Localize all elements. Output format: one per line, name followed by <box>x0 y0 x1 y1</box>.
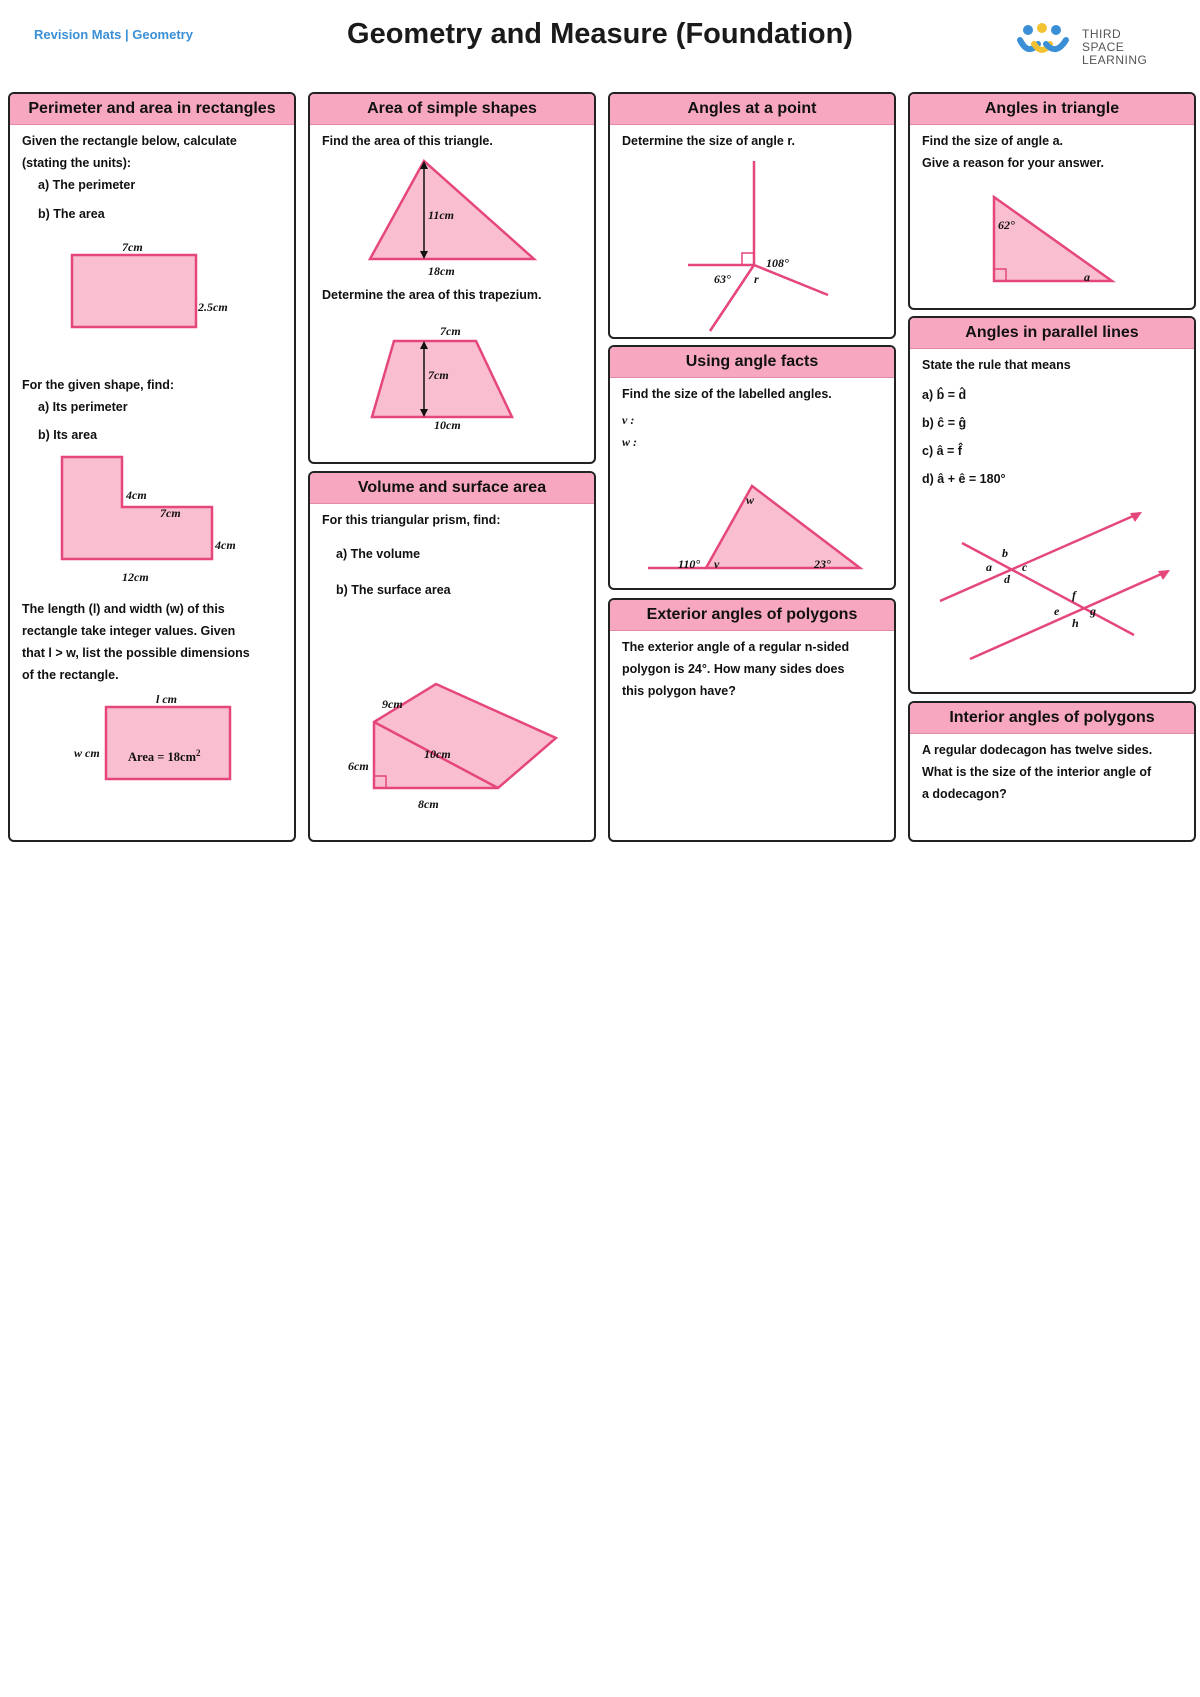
question: Determine the size of angle r. <box>622 134 795 148</box>
angle-w-label: w <box>746 493 755 507</box>
l-shape <box>62 457 212 559</box>
angle-a-label: a <box>1084 270 1090 284</box>
angle-a-label: a <box>986 560 992 574</box>
card-exterior-angles <box>608 598 896 842</box>
logo-line-2: LEARNING <box>1082 53 1148 67</box>
angle-108-label: 108° <box>766 256 789 270</box>
parallel-lines-diagram <box>910 509 1196 669</box>
card-interior-angles <box>908 701 1196 842</box>
q1: Find the area of this triangle. <box>322 134 493 148</box>
card-area-simple-shapes <box>308 92 596 464</box>
part-b: b) The surface area <box>336 583 451 597</box>
r3-left-label: w cm <box>74 746 100 760</box>
angle-g-label: g <box>1090 604 1096 618</box>
line-2: Give a reason for your answer. <box>922 156 1105 170</box>
angle-63-label: 63° <box>714 272 731 286</box>
intro: State the rule that means <box>922 358 1071 372</box>
answer-v: v : <box>622 413 635 427</box>
card-body <box>910 734 1194 842</box>
q1-line1: Given the rectangle below, calculate <box>22 134 237 148</box>
rectangle-diagram <box>10 235 296 335</box>
q3-line4: of the rectangle. <box>22 668 119 682</box>
triangle-shape <box>706 486 860 568</box>
tri-base-label: 18cm <box>428 264 455 278</box>
l-bottom-label: 12cm <box>122 570 149 584</box>
rectangle-shape <box>72 255 196 327</box>
line-3: a dodecagon? <box>922 787 1007 801</box>
angle-h-label: h <box>1072 616 1079 630</box>
card-title: Interior angles of polygons <box>910 703 1194 734</box>
prism-9-label: 9cm <box>382 697 403 711</box>
card-angles-at-point <box>608 92 896 339</box>
angle-v-label: v <box>714 557 720 571</box>
prism-10-label: 10cm <box>424 747 451 761</box>
card-title: Exterior angles of polygons <box>610 600 894 631</box>
r3-area-sup: 2 <box>195 748 201 758</box>
r3-top-label: l cm <box>156 692 177 706</box>
rect-height-label: 2.5cm <box>198 300 228 314</box>
line-1: A regular dodecagon has twelve sides. <box>922 743 1153 757</box>
intro: For this triangular prism, find: <box>322 513 501 527</box>
line-1: Find the size of angle a. <box>922 134 1063 148</box>
card-using-angle-facts <box>608 345 896 590</box>
logo-line-1: THIRD SPACE <box>1082 27 1125 54</box>
card-title: Using angle facts <box>610 347 894 378</box>
line-3: this polygon have? <box>622 684 736 698</box>
tri-height-label: 11cm <box>428 208 454 222</box>
angle-d-label: d <box>1004 572 1010 586</box>
page-title: Geometry and Measure (Foundation) <box>347 18 853 50</box>
card-title: Perimeter and area in rectangles <box>10 94 294 125</box>
card-body <box>310 504 594 842</box>
l-right-label: 4cm <box>215 538 236 552</box>
card-angles-triangle <box>908 92 1196 310</box>
right-triangle-shape <box>994 197 1112 281</box>
q1-a: a) The perimeter <box>38 178 136 192</box>
angle-e-label: e <box>1054 604 1060 618</box>
angle-62-label: 62° <box>998 218 1015 232</box>
r3-area-label <box>128 743 200 768</box>
logo <box>1016 22 1166 67</box>
answer-w: w : <box>622 435 637 449</box>
card-title: Angles at a point <box>610 94 894 125</box>
rectangle-area-diagram <box>10 695 296 785</box>
card-body <box>610 125 894 339</box>
card-body <box>610 631 894 842</box>
card-body <box>10 125 294 837</box>
trap-height-label: 7cm <box>428 368 449 382</box>
logo-mark-icon <box>1016 22 1078 62</box>
rule-c: c) â = f̂ <box>922 444 962 458</box>
card-body <box>910 349 1194 694</box>
line-2: What is the size of the interior angle of <box>922 765 1152 779</box>
q3-line1: The length (l) and width (w) of this <box>22 602 225 616</box>
part-a: a) The volume <box>336 547 421 561</box>
trap-bottom-label: 10cm <box>434 418 461 432</box>
question: Find the size of the labelled angles. <box>622 387 832 401</box>
q3-line3: that l > w, list the possible dimensions <box>22 646 250 660</box>
card-perimeter-area <box>8 92 296 842</box>
rect-width-label: 7cm <box>122 240 143 254</box>
q3-line2: rectangle take integer values. Given <box>22 624 236 638</box>
angle-r-label: r <box>754 272 759 286</box>
card-body <box>610 378 894 590</box>
right-triangle-diagram <box>910 195 1196 295</box>
prism-diagram <box>310 680 596 820</box>
q2: Determine the area of this trapezium. <box>322 288 542 302</box>
card-title: Area of simple shapes <box>310 94 594 125</box>
angle-f-label: f <box>1072 588 1076 602</box>
rule-d: d) â + ê = 180° <box>922 472 1006 486</box>
card-title: Angles in triangle <box>910 94 1194 125</box>
l-top-label: 4cm <box>126 488 147 502</box>
trap-top-label: 7cm <box>440 324 461 338</box>
card-title: Volume and surface area <box>310 473 594 504</box>
line-2: polygon is 24°. How many sides does <box>622 662 845 676</box>
q2-a: a) Its perimeter <box>38 400 128 414</box>
prism-8-label: 8cm <box>418 797 439 811</box>
card-title: Angles in parallel lines <box>910 318 1194 349</box>
logo-text <box>1082 28 1166 67</box>
card-parallel-lines <box>908 316 1196 694</box>
q2-intro: For the given shape, find: <box>22 378 175 392</box>
q1-b: b) The area <box>38 207 105 221</box>
rule-a: a) b̂ = d̂ <box>922 388 967 402</box>
angles-point-diagram <box>610 155 896 325</box>
rule-b: b) ĉ = ĝ <box>922 416 967 430</box>
breadcrumb[interactable]: Revision Mats | Geometry <box>34 27 193 42</box>
angle-110-label: 110° <box>678 557 701 571</box>
angle-23-label: 23° <box>814 557 831 571</box>
card-body <box>910 125 1194 310</box>
line-1: The exterior angle of a regular n-sided <box>622 640 850 654</box>
card-body <box>310 125 594 464</box>
angle-c-label: c <box>1022 560 1028 574</box>
l-shape-diagram <box>10 455 296 575</box>
r3-area-text: Area = 18cm <box>128 750 196 765</box>
card-volume-surface-area <box>308 471 596 842</box>
l-mid-label: 7cm <box>160 506 181 520</box>
q2-b: b) Its area <box>38 428 98 442</box>
prism-6-label: 6cm <box>348 759 369 773</box>
angle-b-label: b <box>1002 546 1008 560</box>
q1-line2: (stating the units): <box>22 156 132 170</box>
